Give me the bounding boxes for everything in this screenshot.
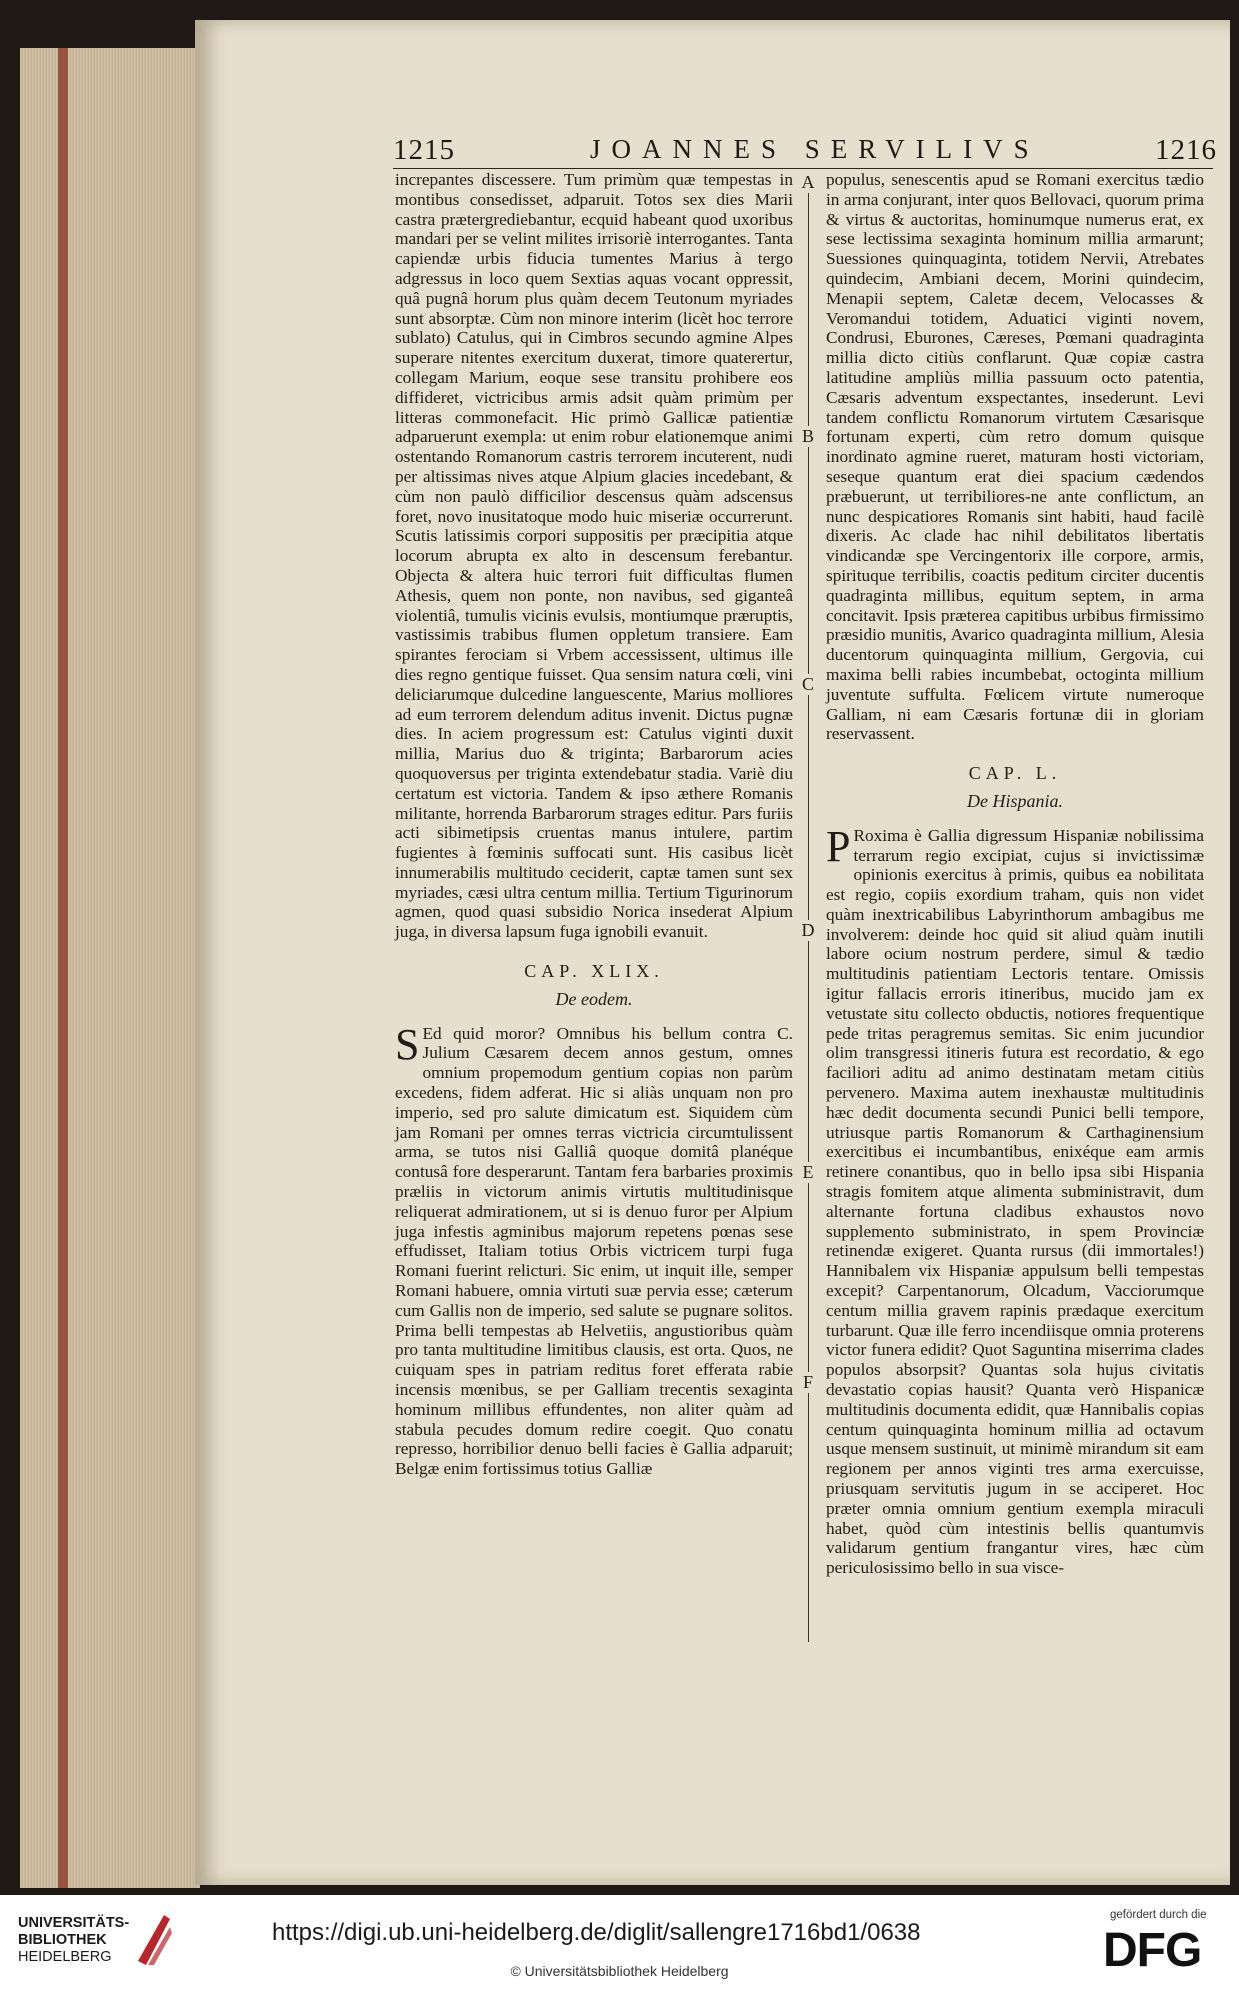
header-rule [393,168,1213,169]
margin-letter-a: A [798,172,818,193]
running-title: JOANNES SERVILIVS [590,134,1040,164]
left-paragraph-2 [395,1019,793,1479]
page-number-left: 1215 [393,134,455,166]
margin-letter-d: D [798,920,818,941]
library-name-line2: BIBLIOTHEK [18,1932,107,1948]
chapter-subtitle-xlix: De eodem. [555,988,633,1009]
column-divider [808,172,809,1642]
right-paragraph-2 [826,821,1204,1578]
drop-cap: P [826,821,851,871]
red-page-edge [58,48,68,1888]
chapter-subtitle-l: De Hispania. [967,790,1063,811]
library-name-line1: UNIVERSITÄTS- [18,1915,130,1931]
margin-letter-b: B [798,426,818,447]
left-column [395,170,793,1479]
permalink-url[interactable]: https://digi.ub.uni-heidelberg.de/diglit/sallengre1716bd1/0638 [272,1919,921,1946]
left-paragraph-2-text: Ed quid moror? Omnibus his bellum contra C. Julium Cæsarem decem annos gestum, omnes omnium propemodum gentium copias non parùm excedens, fidem adferat. Hic si aliàs unquam non pro imperio, sed pro salute dimicatum est. Siquidem cùm jam Romani per omnes terras victricia circumtulissent arma, se tutos nisi Galliâ quoque domitâ planéque contusâ fore desperarunt. Tantam fera barbaries proximis præliis in victorum animis virtutis multitudinisque reliquerat admirationem, ut si is denuo furor per Alpium juga infestis agminibus majorum repetens pœnas sese effudisset, Italiam totius Orbis victricem turpi fuga Romani fuerint relicturi. Sic enim, ut inquit ille, semper Romani habuere, omnia virtuti suæ pervia esse; cæterum cum Gallis non de imperio, sed salute se pugnare solitos. Prima belli tempestas ab Helvetiis, angustioribus quàm pro tanta multitudine limitibus clausis, est orta. Quos, ne cuiquam spes in patriam reditus foret efferata rabie incensis mœnibus, se per Galliam trecentis sexaginta hominum millibus effundentes, non aliter quàm ad stabula pecudes domum redire coegit. Quo conatu represso, horribilior denuo belli facies è Gallia adparuit; Belgæ enim fortissimus totius Galliæ [395,1023,793,1479]
library-name[interactable] [18,1915,129,1966]
chapter-heading-xlix: CAP. XLIX. [524,961,664,982]
viewer-footer [0,1895,1239,1991]
library-logo-icon[interactable] [134,1909,174,1967]
page-edges [20,48,200,1888]
margin-letter-f: F [798,1372,818,1393]
left-paragraph-1: increpantes discessere. Tum primùm quæ tempestas in montibus consedisset, adparuit. Totos sex dies Marii castra prætergrediebantur, ecquid habeant quod uxoribus mandari per se velint milites irrisoriè interrogantes. Tanta capiendæ urbis fiducia tumentes Marius à tergo adgressus in loco quem Sextias aquas vocant oppressit, quâ pugnâ horum plus quàm decem Teutonum myriades sunt absorptæ. Cùm non minore interim (licèt hoc terrore sublato) Catulus, qui in Cimbros secundo agmine Alpes superare nitentes exercitum duxerat, timore quaterertur, collegam Marium, eoque sese transitu prohibere eos diffideret, victricibus armis adsit quàm primùm per litteras commonefacit. Hic primò Gallicæ patientiæ adparuerunt exempla: ut enim robur elationemque animi ostentando Romanorum castris terrorem incuterent, nudi per altissimas nives atque Alpium glacies incedebant, & cùm non paulò difficilior descensus quàm adscensus foret, novo inusitatoque modo huic miseriæ occurrerunt. Scutis latissimis corpori suppositis per præcipitia atque locorum abrupta ex alto in descensum ferebantur. Objecta & altera huic terrori fuit difficultas flumen Athesis, quem non ponte, non navibus, sed giganteâ violentiâ, tumulis vicinis evulsis, montiumque præruptis, vastissimis trabibus flumen oppletum transiere. Eam spirantes ferociam si Vrbem accessissent, ultimus ille dies regno gentique fuisset. Qua sensim natura cœli, vini deliciarumque dulcedine languescente, Marius molliores ad eum terrorem delendum aditus invenit. Dictus pugnæ dies. In aciem progressum est: Catulus viginti duxit millia, Marius duo & triginta; Barbarorum acies quoquoversus per triginta extendebatur stadia. Variè diu certatum est victoria. Tandem & ipso æthere Romanis militante, horrenda Barbarorum strages editur. Pars furiis acti sibimetipsis cruentas manus intulere, partim fugientes à fœminis suffocati sunt. His casibus licèt innumerabilis multitudo ceciderit, captæ tamen sunt sex myriades, cæsi ultra centum millia. Tertium Tigurinorum agmen, quod quasi subsidio Norica insederat Alpium juga, in diversa lapsum fuga ignobili evanuit. [395,170,793,942]
copyright-notice: © Universitätsbibliothek Heidelberg [510,1963,729,1979]
margin-letter-c: C [798,674,818,695]
right-column [826,170,1204,1578]
dfg-logo[interactable]: DFG [1103,1924,1202,1977]
funding-note: gefördert durch die [1110,1909,1207,1921]
right-paragraph-1: populus, senescentis apud se Romani exercitus tædio in arma conjurant, inter quos Bellovaci, quorum prima & virtus & auctoritas, hominumque numerus erat, ex sese lectissima sexaginta hominum millia armarunt; Suessiones quinquaginta, totidem Nervii, Atrebates quindecim, Ambiani decem, Morini quindecim, Menapii septem, Caletæ decem, Velocasses & Veromandui totidem, Aduatici viginti novem, Condrusi, Eburones, Cæreses, Pœmani quadraginta millia dicto citiùs conflarunt. Quæ copiæ castra latitudine ampliùs millia passuum octo patentia, Cæsaris adventum exspectantes, insederunt. Levi tandem conflictu Romanorum virtutem Cæsarisque fortunam experti, cùm retro domum quisque inordinato agmine rueret, maturam hosti victoriam, seseque quantum erat diei spacium cædendos præbuerunt, ut terribiliores-ne ante conflictum, an nunc despicatiores Romanis sint habiti, haud facilè dixeris. Ac clade hac nihil debilitatos libertatis vindicandæ spe Vercingentorix ille corpore, armis, spirituque terribilis, coactis peditum circiter ducentis quadraginta millibus, equitum septem, in arma concitavit. Ipsis præterea capitibus urbibus firmissimo præsidio munitis, Avarico quadraginta millium, Alesia ducentorum quinquaginta millium, Gergovia, cui maxima belli rabies incumbebat, octoginta millium juventute suffulta. Fœlicem virtute numeroque Galliam, ni eam Cæsaris fortunæ dii in gloriam reservassent. [826,170,1204,744]
chapter-heading-l: CAP. L. [968,763,1062,784]
library-name-line3: HEIDELBERG [18,1949,112,1965]
margin-letter-e: E [798,1162,818,1183]
drop-cap: S [395,1019,420,1069]
page-number-right: 1216 [1155,134,1217,166]
right-paragraph-2-text: Roxima è Gallia digressum Hispaniæ nobilissima terrarum regio excipiat, cujus si invictissimæ opinionis exercitus à primis, quibus ea nobilitata est regio, copiis exordium traham, quis non videt quàm inextricabilibus Labyrinthorum ambagibus me involverem: deinde hoc quid sit aliud quàm inutili labore ocium nostrum perdere, simul & tædio multitudinis patientiam Lectoris tentare. Omissis igitur fallacis erroris itineribus, mucido jam ex vetustate situ collecto obductis, notiores frequentique pede tritas peragremus semitas. Sic enim jucundior olim transgressi itineris futura est recordatio, & ego faciliori aditu ad animo destinatam metam citiùs pervenero. Maxima autem inexhaustæ multitudinis hæc dedit documenta secundi Punici belli tempore, utriusque partis Romanorum & Carthaginensium exercitibus ei incumbantibus, enixéque eam armis retinere conantibus, quo in bello ipsa sibi Hispania stragis fomitem atque alimenta subministravit, dum alternante fortuna cladibus exhaustos novo supplemento subministrato, in spem Provinciæ retinendæ exigeret. Quanta rursus (dii immortales!) Hannibalem vix Hispaniæ appulsum belli tempestas excepit? Carpentanorum, Olcadum, Vacciorumque centum millia gravem rapinis prædaque exercitum turbarunt. Quæ ille ferro incendiisque omnia proterens victor funera edidit? Quot Saguntina miserrima clades populos absorpsit? Quantas sola hujus civitatis devastatio copias hausit? Quanta verò Hispanicæ multitudinis documenta edidit, quæ Hannibalis copias centum quinquaginta hominum millia ad octavum usque mensem sustinuit, ut minimè mirandum sit eam regionem per annos viginti tres arma exercuisse, priusquam servitutis jugum in se acciperet. Hoc præter omnia omnium gentium exempla miraculi habet, quòd cùm intestinis bellis quantumvis validarum gentium frangantur vires, hæc cùm periculosissimo bello in sua visce- [826,825,1204,1578]
